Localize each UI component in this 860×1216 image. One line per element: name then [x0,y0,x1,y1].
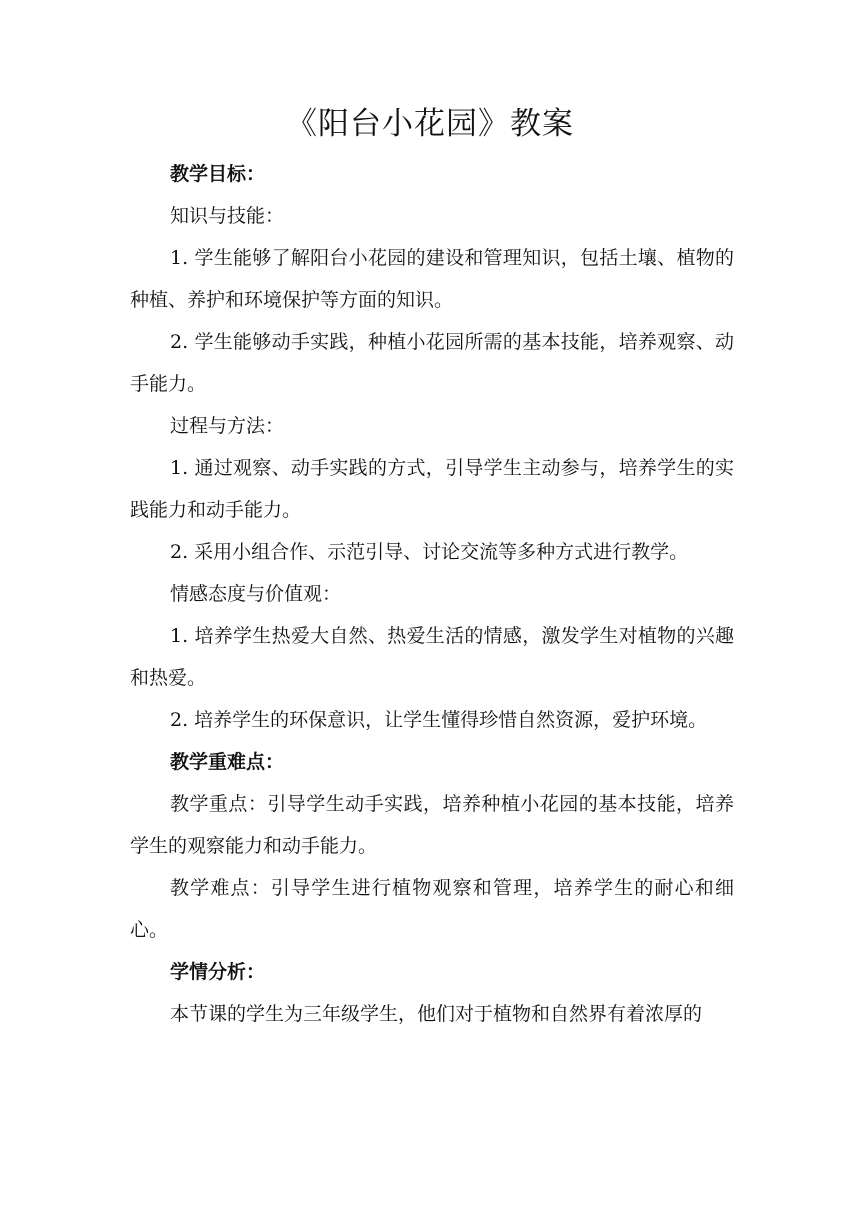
paragraph-process-2: 2. 采用小组合作、示范引导、讨论交流等多种方式进行教学。 [170,541,689,563]
section-heading-key-difficult: 教学重难点： [170,751,285,773]
paragraph-knowledge-1: 1. 学生能够了解阳台小花园的建设和管理知识，包括土壤、植物的种植、养护和环境保护等方面的知识。 [130,247,734,311]
paragraph-process-1: 1. 通过观察、动手实践的方式，引导学生主动参与，培养学生的实践能力和动手能力。 [130,457,734,521]
document-title: 《阳台小花园》教案 [286,106,574,142]
subheading-knowledge-skills: 知识与技能： [170,205,285,227]
document-body [130,153,734,1035]
section-heading-objectives: 教学目标： [170,163,266,185]
paragraph-student-analysis: 本节课的学生为三年级学生，他们对于植物和自然界有着浓厚的 [170,1003,703,1025]
subheading-process-methods: 过程与方法： [170,415,285,437]
section-heading-student-analysis: 学情分析： [170,961,266,983]
paragraph-emotion-1: 1. 培养学生热爱大自然、热爱生活的情感，激发学生对植物的兴趣和热爱。 [130,625,734,689]
paragraph-key-points: 教学重点：引导学生动手实践，培养种植小花园的基本技能，培养学生的观察能力和动手能力。 [130,793,734,857]
paragraph-difficult-points: 教学难点：引导学生进行植物观察和管理，培养学生的耐心和细心。 [130,877,734,941]
paragraph-knowledge-2: 2. 学生能够动手实践，种植小花园所需的基本技能，培养观察、动手能力。 [130,331,734,395]
subheading-emotion-values: 情感态度与价值观： [170,583,342,605]
paragraph-emotion-2: 2. 培养学生的环保意识，让学生懂得珍惜自然资源，爱护环境。 [170,709,708,731]
